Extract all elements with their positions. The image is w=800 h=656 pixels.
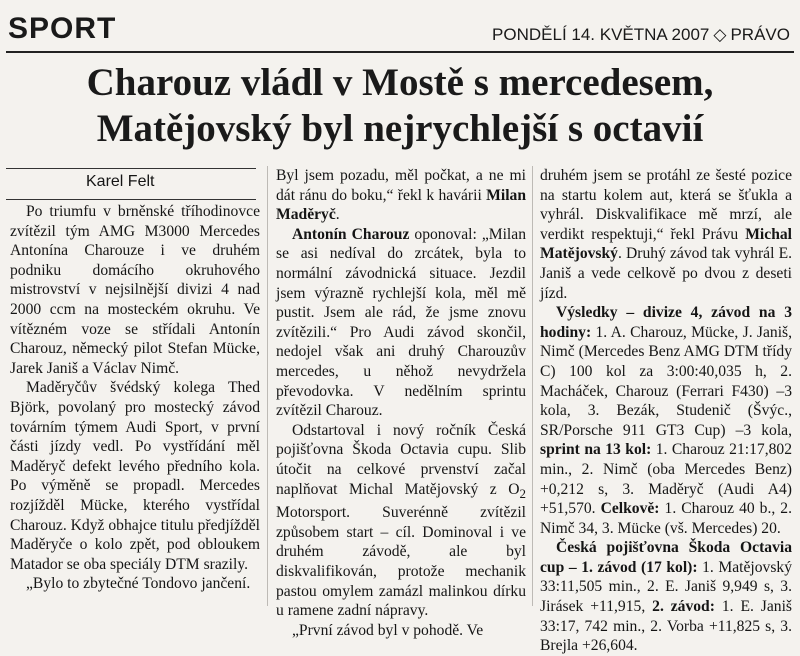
author-byline: Karel Felt [86,173,155,190]
text-run: . Druhý závod tak vyhrál E. Janiš a vede celkově po dvou z deseti jízd. [540,245,792,302]
headline-line-1: Charouz vládl v Mostě s mercedesem, [86,61,714,104]
results-heading: Výsledky – divize 4, závod na 3 hodiny: [540,304,792,341]
text-run: 1. E. Janiš 33:17, 742 min., 2. Vorba +11,825 s, 3. Brejla +26,604. [540,598,792,655]
paragraph [276,225,526,421]
text-run: Byl jsem pozadu, měl počkat, a ne mi dát ránu do boku,“ řekl k havárii [276,167,526,204]
article-column-3 [540,166,792,656]
text-run: 1. A. Charouz, Mücke, J. Janiš, Nimč (Mercedes Benz AMG DTM třídy C) 100 kol za 3:00:40,035 h, 2. Macháček, Charouz (Ferrari F430) –3 kola, 3. Bezák, Studenič (Švýc., SR/Porsche 911 GT3 Cup) –3 kola, [540,323,792,439]
speaker-name: Milan Maděryč [276,186,526,224]
issue-date: PONDĚLÍ 14. KVĚTNA 2007 [492,25,710,44]
issue-date-line [492,24,790,46]
speaker-name: Michal Matějovský [540,225,792,263]
paragraph [276,421,526,621]
paragraph [540,166,792,303]
text-run: Motorsport. Suverénně zvítězil způsobem start – cíl. Dominoval i ve druhém závodě, ale byl diskvalifikován, protože mechanik pastou omylem zamázl malinkou dírku u ramene zadní nápravy. [276,504,526,620]
paragraph: Maděryčův švédský kolega Thed Björk, povolaný pro mostecký závod továrním týmem Audi Sport, v první části jízdy vedl. Po vystřídání měl Maděryč defekt levého předního kola. Po výměně se propadl. Mercedes rozjížděl Mücke, kterého vystřídal Charouz. Když obhajce titulu předjížděl Maděryče o kolo zpět, pod obloukem Matador se oba speciály DTM srazily. [10,379,260,573]
article-column-2 [276,166,526,640]
results-heading: 2. závod: [652,598,715,616]
subscript: 2 [519,485,526,501]
speaker-name: Antonín Charouz [292,225,410,243]
article-column-1 [10,202,260,594]
masthead [0,0,800,52]
paper-name: PRÁVO [730,25,790,44]
byline-box [6,168,256,200]
column-divider [532,166,533,606]
results-paragraph [540,303,792,538]
text-run: Odstartoval i nový ročník Česká pojišťovna Škoda Octavia cupu. Slib útočit na celkové prvenství začal naplňovat Michal Matějovský z O [276,421,526,498]
results-heading: Česká pojišťovna Škoda Octavia cup – 1. závod (17 kol): [540,539,792,576]
text-run: oponoval: „Milan se asi nedíval do zrcátek, byla to normální závodnická situace. Jezdil jsem výrazně rychlejší kola, měl mě pustit. Jsem ale rád, že jsme znovu zvítězili.“ Pro Audi závod skončil, nedojel však ani druhý Charouzův mercedes, u něhož nevydržela převodovka. V nedělním sprintu zvítězil Charouz. [276,225,526,420]
paragraph: Po triumfu v brněnské tříhodinovce zvítězil tým AMG M3000 Mercedes Antonína Charouze i ve druhém podniku domácího okruhového mistrovství v nejsilnější divizi 4 nad 2000 ccm na mosteckém okruhu. Ve vítězném voze se střídali Antonín Charouz, německý pilot Stefan Mücke, Jarek Janiš a Václav Nimč. [10,203,260,377]
paragraph [276,166,526,225]
header-divider [6,51,794,53]
text-run: druhém jsem se protáhl ze šesté pozice na startu kolem aut, která se šťukla a vyhrál. Diskvalifikace mě mrzí, ale verdikt respektuji,“ řekl Právu [540,167,792,243]
section-logo: SPORT [8,12,117,45]
headline-line-2: Matějovský byl nejrychlejší s octavií [96,107,704,150]
text-run: . [335,206,340,224]
paragraph: „Bylo to zbytečné Tondovo jančení. [26,575,251,593]
text-run: 1. Matějovský 33:11,505 min., 2. E. Janiš 9,949 s, 3. Jirásek +11,915, [540,558,792,616]
column-divider [267,166,268,606]
article-headline [0,60,800,152]
diamond-icon: ◇ [713,25,727,44]
paragraph: „První závod byl v pohodě. Ve [292,621,484,639]
text-run: 1. Charouz 21:17,802 min., 2. Nimč (oba Mercedes Benz) +0,212 s, 3. Maděryč (Audi A4) +51,570. [540,441,792,518]
results-paragraph [540,538,792,656]
results-heading: Celkově: [600,500,660,518]
results-heading: sprint na 13 kol: [540,441,652,459]
text-run: 1. Charouz 40 b., 2. Nimč 34, 3. Mücke (vš. Mercedes) 20. [540,500,792,537]
